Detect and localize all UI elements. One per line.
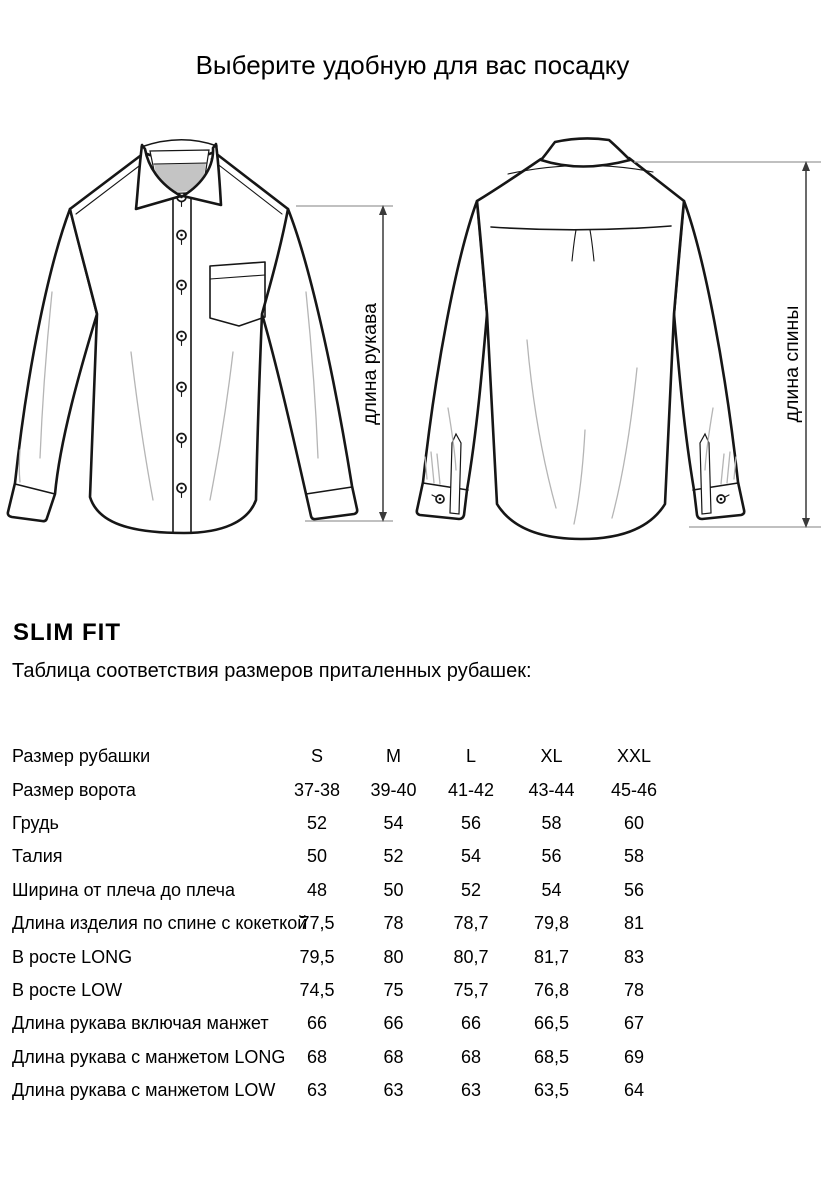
size-value: 63: [383, 1080, 404, 1101]
back-collar: [541, 138, 630, 166]
size-value: 56: [623, 879, 645, 900]
size-value: 52: [383, 846, 404, 867]
row-label: Длина рукава с манжетом LOW: [12, 1080, 276, 1101]
row-label: Ширина от плеча до плеча: [12, 879, 236, 900]
row-label: Грудь: [12, 812, 59, 833]
size-value: 43-44: [528, 779, 575, 800]
size-value: 83: [623, 946, 645, 967]
size-value: 56: [460, 812, 482, 833]
size-value: 78,7: [453, 913, 489, 934]
row-label: В росте LOW: [12, 979, 123, 1000]
table-row: [12, 773, 675, 806]
table-row: [12, 1074, 675, 1107]
size-value: 50: [306, 846, 328, 867]
size-value: 54: [383, 812, 404, 833]
size-value: 48: [306, 879, 328, 900]
size-value: 68: [383, 1046, 404, 1067]
size-value: 39-40: [370, 779, 417, 800]
front-shirt-drawing: [8, 140, 357, 533]
size-value: 75,7: [453, 979, 489, 1000]
table-row: [12, 907, 675, 940]
size-value: 68,5: [533, 1046, 570, 1067]
back-right-sleeve-placket: [700, 434, 711, 514]
size-value: 64: [623, 1080, 645, 1101]
size-value: 79,5: [299, 946, 335, 967]
size-column-header: L: [465, 746, 476, 767]
back-length-label: длина спины: [781, 305, 803, 423]
size-value: 58: [541, 812, 562, 833]
size-value: 79,8: [533, 913, 570, 934]
size-value: 68: [460, 1046, 482, 1067]
size-value: 68: [306, 1046, 328, 1067]
size-value: 75: [383, 979, 404, 1000]
size-value: 66: [383, 1013, 404, 1034]
sleeve-length-label: длина рукава: [359, 303, 381, 425]
back-shirt-drawing: [417, 138, 744, 539]
table-row: [12, 940, 675, 973]
row-label: Размер ворота: [12, 779, 136, 800]
size-value: 78: [383, 913, 404, 934]
table-row: [12, 874, 675, 907]
size-value: 63: [460, 1080, 482, 1101]
size-value: 54: [541, 879, 562, 900]
size-value: 63: [306, 1080, 328, 1101]
table-row: [12, 1007, 675, 1040]
size-column-header: S: [310, 746, 323, 767]
size-value: 74,5: [299, 979, 335, 1000]
table-row: [12, 1041, 675, 1074]
size-value: 37-38: [293, 779, 341, 800]
size-value: 50: [383, 879, 404, 900]
size-value: 67: [623, 1013, 645, 1034]
size-value: 56: [541, 846, 562, 867]
size-value: 78: [623, 979, 645, 1000]
table-row: [12, 840, 675, 873]
size-value: 80,7: [453, 946, 489, 967]
row-label: Длина рукава включая манжет: [12, 1013, 269, 1034]
size-value: 81: [623, 913, 645, 934]
size-value: 63,5: [533, 1080, 570, 1101]
size-value: 54: [460, 846, 482, 867]
size-value: 52: [306, 812, 328, 833]
size-value: 66,5: [533, 1013, 570, 1034]
size-value: 66: [306, 1013, 328, 1034]
size-value: 69: [623, 1046, 645, 1067]
size-value: 66: [460, 1013, 482, 1034]
size-column-header: XL: [540, 746, 563, 767]
table-row: [12, 974, 675, 1007]
back-left-sleeve-placket: [450, 434, 461, 514]
size-value: 77,5: [299, 913, 335, 934]
size-value: 81,7: [533, 946, 570, 967]
size-value: 60: [623, 812, 645, 833]
size-table: [12, 740, 675, 1107]
front-body: [70, 152, 288, 533]
fit-heading: SLIM FIT: [13, 619, 121, 646]
size-value: 41-42: [447, 779, 495, 800]
table-header-row: [12, 740, 675, 773]
fold-line: [19, 450, 20, 482]
row-label: В росте LONG: [12, 946, 133, 967]
size-value: 45-46: [610, 779, 658, 800]
table-subtitle: Таблица соответствия размеров приталенных рубашек:: [12, 660, 532, 682]
row-label: Длина изделия по спине с кокеткой: [12, 913, 308, 934]
size-column-header: XXL: [616, 746, 652, 767]
row-label: Талия: [12, 846, 63, 867]
size-value: 80: [383, 946, 404, 967]
size-value: 58: [623, 846, 645, 867]
shirt-diagram: [0, 118, 825, 548]
page-title: Выберите удобную для вас посадку: [195, 50, 630, 80]
row-label: Длина рукава с манжетом LONG: [12, 1046, 286, 1067]
size-column-header: M: [386, 746, 401, 767]
size-value: 76,8: [533, 979, 570, 1000]
size-value: 52: [460, 879, 482, 900]
table-row: [12, 807, 675, 840]
table-header-label: Размер рубашки: [12, 746, 151, 767]
